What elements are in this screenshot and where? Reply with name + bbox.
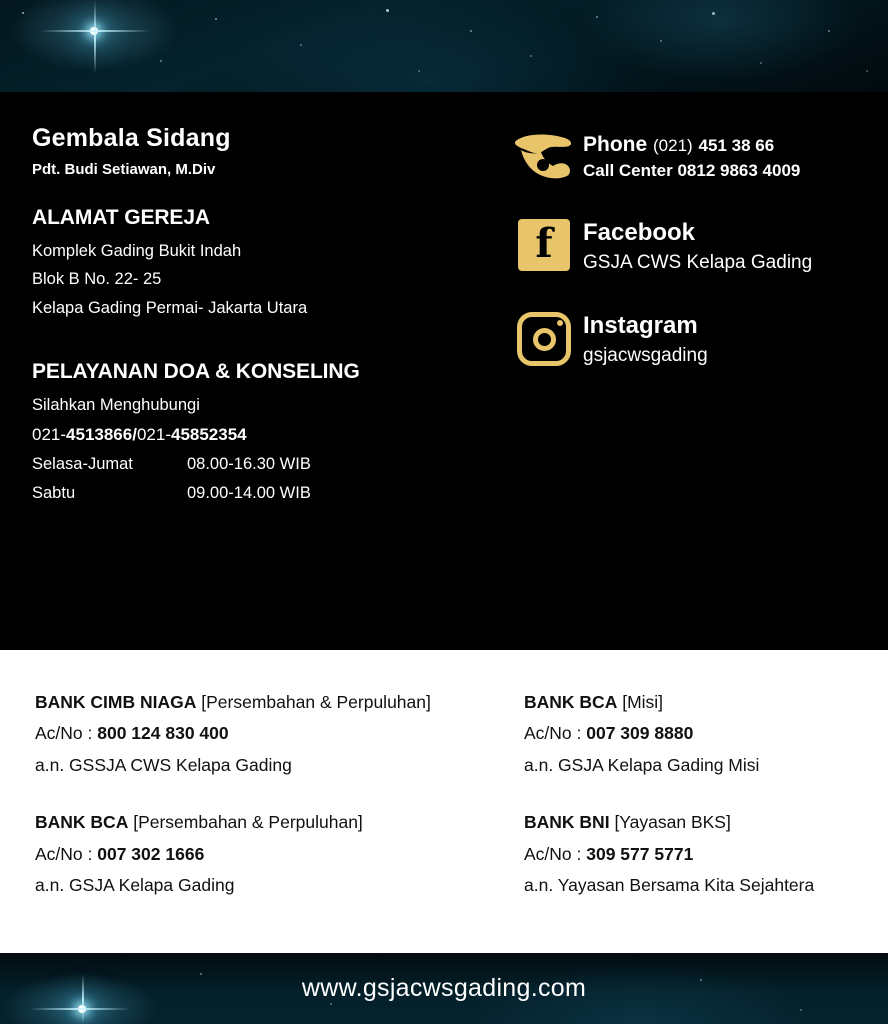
bank-name: BANK BNI: [524, 812, 610, 833]
bank-account-row: [35, 721, 505, 746]
phone-label-row: [583, 132, 800, 157]
bank-purpose-tag: [Persembahan & Perpuluhan]: [201, 692, 431, 712]
bank-column-left: [35, 690, 505, 930]
facebook-icon[interactable]: [505, 217, 583, 271]
facebook-glyph: f: [535, 219, 553, 267]
address-line-2: Blok B No. 22- 25: [32, 270, 162, 289]
phone-number-2: 45852354: [170, 425, 247, 445]
instagram-dot: [557, 320, 563, 326]
counseling-subheading: Silahkan Menghubungi: [32, 395, 200, 414]
star-dot: [712, 12, 715, 15]
facebook-icon-box: [518, 219, 570, 271]
bank-purpose-tag: [Yayasan BKS]: [614, 812, 731, 833]
bank-accounts-block: [0, 650, 888, 953]
contact-row-instagram[interactable]: [505, 310, 875, 369]
star-dot: [596, 16, 598, 18]
facebook-text-group: [583, 217, 812, 276]
phone-number: 451 38 66: [698, 136, 775, 155]
office-hours-days: Selasa-Jumat: [32, 454, 133, 473]
instagram-text-group: [583, 310, 708, 369]
phone-text-group: [583, 130, 800, 183]
address-heading: ALAMAT GEREJA: [32, 205, 210, 229]
pastor-title: Gembala Sidang: [32, 124, 231, 152]
left-info-column: [32, 124, 502, 509]
phone-number-1: 4513866: [66, 425, 133, 445]
office-hours-row: [32, 450, 502, 479]
office-hours-row: [32, 479, 502, 508]
address-line-3: Kelapa Gading Permai- Jakarta Utara: [32, 298, 308, 317]
bank-account-label: Ac/No :: [35, 723, 98, 744]
instagram-handle: gsjacwsgading: [583, 345, 708, 367]
star-ray-vertical: [94, 0, 96, 74]
star-dot: [418, 70, 420, 72]
bank-account-number: 007 309 8880: [586, 723, 694, 744]
instagram-lens: [533, 328, 556, 351]
contact-row-facebook[interactable]: [505, 217, 875, 276]
telephone-icon: [505, 130, 583, 182]
bank-account-row: [35, 842, 505, 867]
star-dot: [386, 9, 389, 12]
star-dot: [160, 60, 162, 62]
instagram-label: Instagram: [583, 312, 698, 340]
star-dot: [660, 40, 662, 42]
bank-purpose-tag: [Misi]: [622, 692, 664, 712]
bank-account-label: Ac/No :: [524, 723, 587, 744]
bank-purpose-tag: [Persembahan & Perpuluhan]: [133, 812, 363, 833]
facebook-handle: GSJA CWS Kelapa Gading: [583, 251, 813, 273]
contact-row-phone: [505, 130, 875, 183]
bank-name-row: [35, 690, 505, 715]
bank-account-holder: a.n. Yayasan Bersama Kita Sejahtera: [524, 874, 815, 895]
star-dot: [760, 62, 762, 64]
bank-entry: [524, 810, 874, 898]
bank-name: BANK CIMB NIAGA: [35, 692, 197, 712]
instagram-icon[interactable]: [505, 310, 583, 366]
instagram-icon-box: [517, 312, 571, 366]
bank-column-right: [524, 690, 874, 930]
star-dot: [22, 12, 24, 14]
star-dot: [530, 55, 532, 57]
top-star-band: [0, 0, 888, 92]
phone-prefix-2: 021-: [136, 425, 171, 445]
star-dot: [866, 70, 868, 72]
phone-separator: /: [132, 425, 137, 445]
phone-call-center: Call Center 0812 9863 4009: [583, 161, 801, 181]
bank-account-holder: a.n. GSJA Kelapa Gading Misi: [524, 754, 760, 775]
bank-entry: [35, 690, 505, 778]
phone-prefix-1: 021-: [32, 425, 67, 445]
bank-account-row: [524, 721, 874, 746]
office-hours-days: Sabtu: [32, 484, 76, 503]
office-hours-time: 08.00-16.30 WIB: [187, 454, 311, 473]
star-dot: [470, 30, 472, 32]
bank-account-row: [524, 842, 874, 867]
phone-area-code: (021): [653, 136, 693, 155]
bottom-star-band: [0, 953, 888, 1024]
bank-name-row: [35, 810, 505, 835]
star-dot: [300, 44, 302, 46]
bank-name-row: [524, 690, 874, 715]
bank-account-number: 309 577 5771: [586, 843, 694, 864]
counseling-heading: PELAYANAN DOA & KONSELING: [32, 359, 360, 383]
bank-account-number: 007 302 1666: [97, 843, 205, 864]
church-info-block: [0, 92, 888, 650]
address-line-1: Komplek Gading Bukit Indah: [32, 241, 242, 260]
bank-entry: [524, 690, 874, 778]
star-dot: [215, 18, 217, 20]
facebook-label: Facebook: [583, 218, 696, 246]
bank-account-holder: a.n. GSSJA CWS Kelapa Gading: [35, 754, 292, 775]
website-url[interactable]: www.gsjacwsgading.com: [301, 974, 587, 1002]
star-dot: [828, 30, 830, 32]
bank-account-number: 800 124 830 400: [97, 723, 229, 744]
phone-label: Phone: [583, 133, 648, 156]
right-contact-column: [505, 130, 875, 404]
bank-name: BANK BCA: [35, 812, 129, 833]
bank-name-row: [524, 810, 874, 835]
bank-entry: [35, 810, 505, 898]
section-spacer: [32, 322, 502, 360]
counseling-phone-numbers[interactable]: [32, 420, 502, 450]
office-hours-time: 09.00-14.00 WIB: [187, 484, 311, 503]
pastor-name: Pdt. Budi Setiawan, M.Div: [32, 160, 216, 178]
bank-name: BANK BCA: [524, 692, 618, 712]
bank-account-holder: a.n. GSJA Kelapa Gading: [35, 874, 235, 895]
bank-account-label: Ac/No :: [35, 843, 98, 864]
bank-account-label: Ac/No :: [524, 843, 587, 864]
